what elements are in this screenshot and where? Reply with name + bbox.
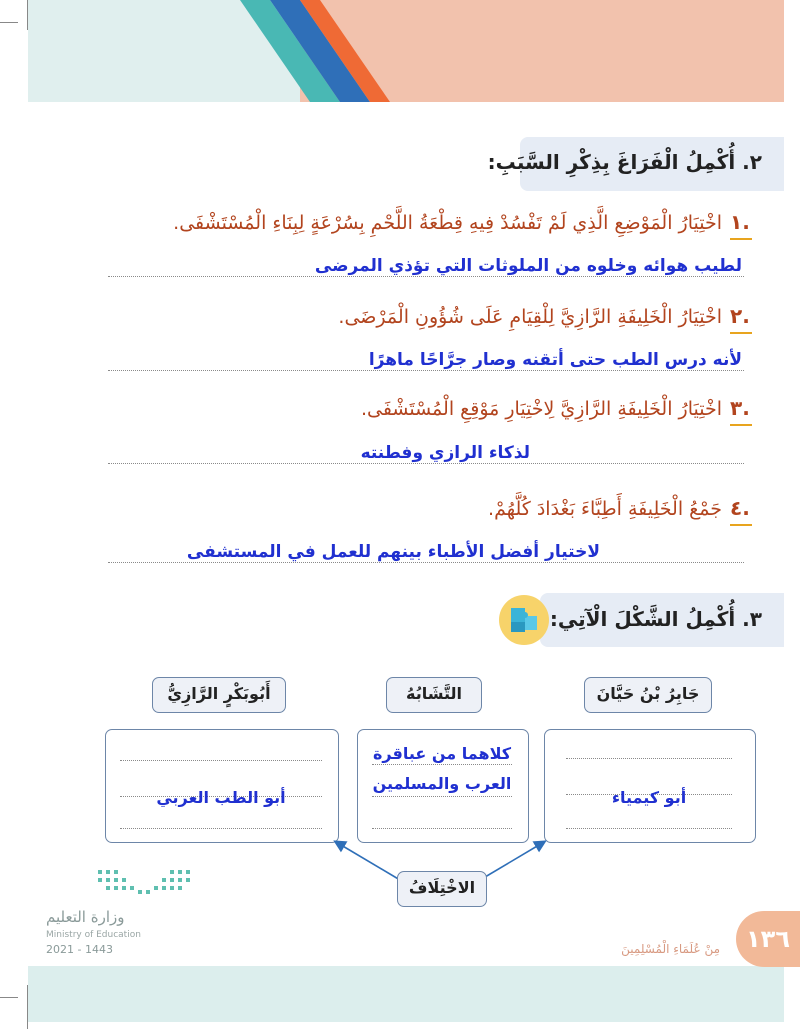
banner-stripes bbox=[230, 0, 390, 102]
ministry-year: 2021 - 1443 bbox=[46, 943, 113, 956]
label-difference: الاخْتِلَافُ bbox=[397, 871, 487, 907]
crop-mark-bottom bbox=[0, 997, 18, 998]
ministry-name-en: Ministry of Education bbox=[46, 930, 141, 940]
book-title: مِنْ عُلَمَاءِ الْمُسْلِمِينَ bbox=[621, 942, 720, 956]
crop-mark-top-v bbox=[27, 0, 28, 30]
label-jabir: جَابِرُ بْنُ حَيَّانَ bbox=[584, 677, 712, 713]
page-number-badge: ١٣٦ bbox=[736, 911, 800, 967]
box-similarity-line-3 bbox=[372, 828, 512, 829]
q4-text: جَمْعُ الْخَلِيفَةِ أَطِبَّاءَ بَغْدَادَ كُلَّهُمْ. bbox=[488, 498, 722, 520]
q1-number-underline bbox=[730, 238, 752, 240]
label-similarity: التَّشَابُهُ bbox=[386, 677, 482, 713]
bottom-banner bbox=[28, 966, 784, 1022]
q1-answer: لطيب هوائه وخلوه من الملوثات التي تؤذي المرضى bbox=[314, 256, 742, 276]
q4-number-underline bbox=[730, 524, 752, 526]
box-razi-line-3 bbox=[120, 828, 322, 829]
box-jabir bbox=[544, 729, 756, 843]
q4-answer-line bbox=[108, 562, 744, 563]
answer-similarity-1: كلاهما من عباقرة bbox=[372, 744, 512, 763]
box-jabir-line-3 bbox=[566, 828, 732, 829]
crop-mark-top bbox=[0, 22, 18, 23]
box-jabir-line-1 bbox=[566, 758, 732, 759]
q3-number: ٣. bbox=[730, 396, 750, 420]
answer-razi: أبو الطب العربي bbox=[156, 788, 286, 807]
q3-number-underline bbox=[730, 424, 752, 426]
q2-number-underline bbox=[730, 332, 752, 334]
puzzle-piece-icon bbox=[496, 594, 552, 646]
answer-jabir: أبو كيمياء bbox=[611, 788, 687, 807]
ministry-logo-icon bbox=[94, 866, 194, 902]
q3-text: اخْتِيَارُ الْخَلِيفَةِ الرَّازِيَّ لِاخْتِيَارِ مَوْقِعِ الْمُسْتَشْفَى. bbox=[360, 398, 722, 420]
q1-answer-line bbox=[108, 276, 744, 277]
q2-text: اخْتِيَارُ الْخَلِيفَةِ الرَّازِيَّ لِلْقِيَامِ عَلَى شُؤُونِ الْمَرْضَى. bbox=[338, 306, 722, 328]
section2-heading: ٢. أُكْمِلُ الْفَرَاغَ بِذِكْرِ السَّبَبِ: bbox=[487, 150, 762, 174]
q3-answer-line bbox=[108, 463, 744, 464]
box-razi bbox=[105, 729, 339, 843]
q2-answer: لأنه درس الطب حتى أتقنه وصار جرَّاحًا ماهرًا bbox=[368, 350, 742, 370]
section3-heading: ٣. أُكْمِلُ الشَّكْلَ الْآتِي: bbox=[549, 607, 762, 631]
q4-answer: لاختيار أفضل الأطباء بينهم للعمل في المستشفى bbox=[186, 542, 600, 562]
q1-text: اخْتِيَارُ الْمَوْضِعِ الَّذِي لَمْ تَفْسُدْ فِيهِ قِطْعَةُ اللَّحْمِ بِسُرْعَةٍ لِبِنَاءِ الْمُسْتَشْفَى. bbox=[173, 212, 722, 234]
q4-number: ٤. bbox=[730, 496, 750, 520]
q3-answer: لذكاء الرازي وفطنته bbox=[360, 443, 530, 463]
q1-number: ١. bbox=[730, 210, 750, 234]
ministry-name-ar: وزارة التعليم bbox=[46, 908, 125, 926]
box-razi-line-1 bbox=[120, 760, 322, 761]
q2-number: ٢. bbox=[730, 304, 750, 328]
box-similarity-line-2 bbox=[372, 796, 512, 797]
box-similarity-line-1 bbox=[372, 764, 512, 765]
answer-similarity-2: العرب والمسلمين bbox=[372, 774, 512, 793]
q2-answer-line bbox=[108, 370, 744, 371]
label-razi: أَبُوبَكْرٍ الرَّازِيُّ bbox=[152, 677, 286, 713]
